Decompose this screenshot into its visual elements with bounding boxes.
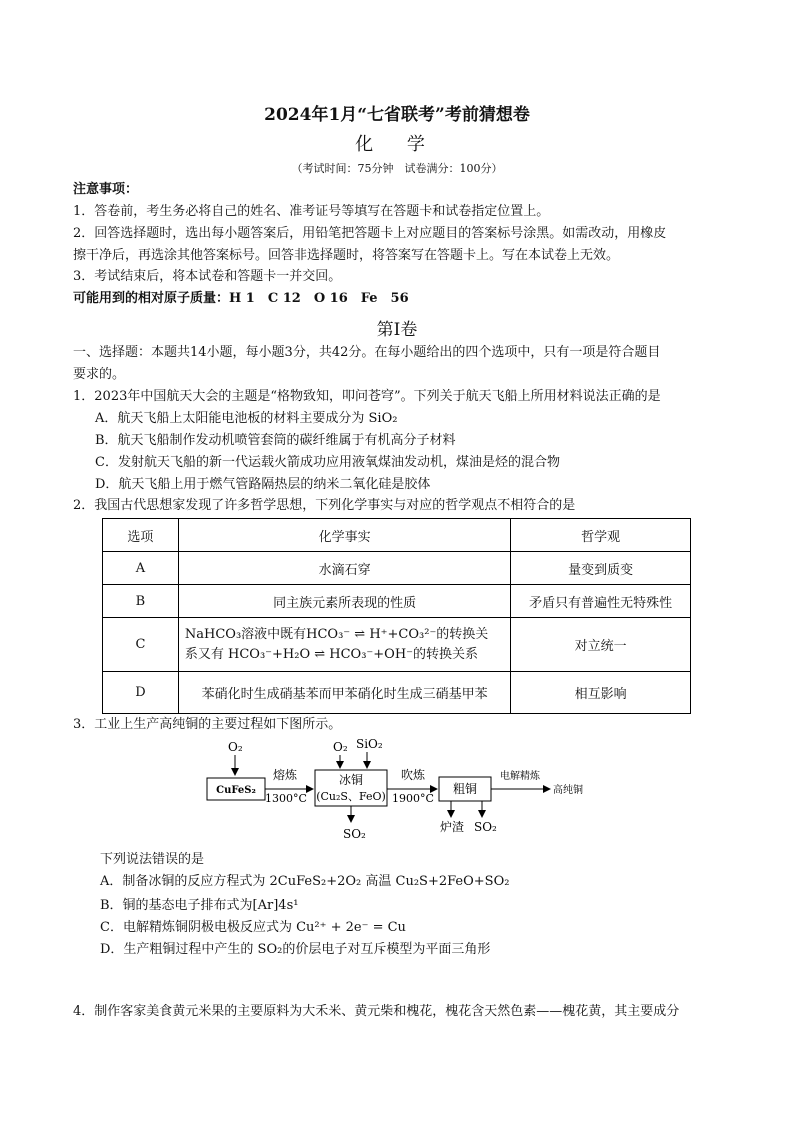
exam-info: （考试时间：75分钟 试卷满分：100分） bbox=[291, 162, 503, 175]
diagram-temp-1: 1300°C bbox=[265, 792, 307, 805]
q3-option-d: D．生产粗铜过程中产生的 SO₂的价层电子对互斥模型为平面三角形 bbox=[100, 942, 491, 957]
q1-option-a: A．航天飞船上太阳能电池板的材料主要成分为 SiO₂ bbox=[95, 411, 398, 426]
diagram-slag: 炉渣 bbox=[440, 820, 465, 834]
atomic-masses: 可能用到的相对原子质量：H 1 C 12 O 16 Fe 56 bbox=[73, 291, 409, 306]
section-instruction-line-1: 一、选择题：本题共14小题，每小题3分，共42分。在每小题给出的四个选项中，只有一项是符合题目 bbox=[73, 345, 661, 360]
notice-item-1: 1．答卷前，考生务必将自己的姓名、准考证号等填写在答题卡和试卷指定位置上。 bbox=[73, 204, 550, 219]
notice-item-3: 3．考试结束后，将本试卷和答题卡一并交回。 bbox=[73, 269, 342, 284]
q2-row-c-fact-line-1: NaHCO₃溶液中既有HCO₃⁻ ⇌ H⁺+CO₃²⁻的转换关 bbox=[184, 626, 489, 642]
q2-row-a-option: A bbox=[103, 552, 179, 585]
diagram-sio2-label: SiO₂ bbox=[356, 737, 383, 751]
q2-row-c-fact-line-2: 系又有 HCO₃⁻+H₂O ⇌ HCO₃⁻+OH⁻的转换关系 bbox=[184, 646, 479, 662]
q2-row-d-option: D bbox=[103, 672, 179, 714]
q2-row-c-view: 对立统一 bbox=[511, 618, 691, 672]
q2-row-a-view: 量变到质变 bbox=[511, 552, 691, 585]
diagram-step-smelting: 熔炼 bbox=[272, 768, 298, 782]
q2-row-d-view: 相互影响 bbox=[511, 672, 691, 714]
q3-option-a: A．制备冰铜的反应方程式为 2CuFeS₂+2O₂ 高温 Cu₂S+2FeO+SO₂ bbox=[100, 874, 510, 889]
subject-title: 化 学 bbox=[355, 134, 439, 155]
q3-option-c: C．电解精炼铜阴极电极反应式为 Cu²⁺ + 2e⁻ = Cu bbox=[100, 920, 406, 935]
q2-stem: 2．我国古代思想家发现了许多哲学思想，下列化学事实与对应的哲学观点不相符合的是 bbox=[73, 498, 576, 513]
diagram-temp-2: 1900°C bbox=[392, 792, 434, 805]
diagram-product: 高纯铜 bbox=[553, 785, 583, 796]
q2-row-b-fact: 同主族元素所表现的性质 bbox=[178, 585, 510, 618]
q2-header-view: 哲学观 bbox=[511, 519, 691, 552]
diagram-cufes2: CuFeS₂ bbox=[216, 785, 256, 796]
q1-option-c: C．发射航天飞船的新一代运载火箭成功应用液氧煤油发动机，煤油是烃的混合物 bbox=[95, 455, 560, 470]
exam-title: 2024年1月“七省联考”考前猜想卷 bbox=[264, 105, 530, 125]
diagram-matte-line-1: 冰铜 bbox=[338, 773, 364, 787]
q2-row-a-fact: 水滴石穿 bbox=[178, 552, 510, 585]
q1-option-d: D．航天飞船上用于燃气管路隔热层的纳米二氧化硅是胶体 bbox=[95, 477, 431, 492]
q2-row-c-option: C bbox=[103, 618, 179, 672]
diagram-step-converting: 吹炼 bbox=[400, 768, 426, 782]
q3-question: 下列说法错误的是 bbox=[100, 852, 205, 867]
q3-option-b: B．铜的基态电子排布式为[Ar]4s¹ bbox=[100, 898, 299, 913]
diagram-crude-copper: 粗铜 bbox=[452, 782, 478, 796]
q1-stem: 1．2023年中国航天大会的主题是“格物致知，叩问苍穹”。下列关于航天飞船上所用材料说法正确的是 bbox=[73, 389, 661, 404]
diagram-step-refining: 电解精炼 bbox=[500, 771, 540, 782]
q4-stem: 4．制作客家美食黄元米果的主要原料为大禾米、黄元柴和槐花，槐花含天然色素——槐花黄，其主要成分 bbox=[73, 1004, 680, 1019]
section-title: 第Ⅰ卷 bbox=[376, 320, 418, 340]
section-instruction-line-2: 要求的。 bbox=[73, 367, 126, 382]
q2-header-fact: 化学事实 bbox=[178, 519, 510, 552]
q2-row-d-fact: 苯硝化时生成硝基苯而甲苯硝化时生成三硝基甲苯 bbox=[178, 672, 510, 714]
diagram-so2-label-1: SO₂ bbox=[343, 827, 366, 841]
diagram-o2-label-1: O₂ bbox=[228, 740, 243, 754]
diagram-o2-label-2: O₂ bbox=[333, 740, 348, 754]
notice-item-2-line-2: 擦干净后，再选涂其他答案标号。回答非选择题时，将答案写在答题卡上。写在本试卷上无效。 bbox=[73, 248, 620, 263]
notice-item-2-line-1: 2．回答选择题时，选出每小题答案后，用铅笔把答题卡上对应题目的答案标号涂黑。如需改动，用橡皮 bbox=[73, 226, 667, 241]
q3-stem: 3．工业上生产高纯铜的主要过程如下图所示。 bbox=[73, 717, 342, 732]
notice-heading: 注意事项： bbox=[73, 182, 139, 197]
diagram-so2-label-2: SO₂ bbox=[474, 820, 497, 834]
q1-option-b: B．航天飞船制作发动机喷管套筒的碳纤维属于有机高分子材料 bbox=[95, 433, 456, 448]
q2-row-b-view: 矛盾只有普遍性无特殊性 bbox=[511, 585, 691, 618]
q2-header-option: 选项 bbox=[103, 519, 179, 552]
diagram-matte-line-2: (Cu₂S、FeO) bbox=[316, 790, 386, 803]
q2-row-b-option: B bbox=[103, 585, 179, 618]
